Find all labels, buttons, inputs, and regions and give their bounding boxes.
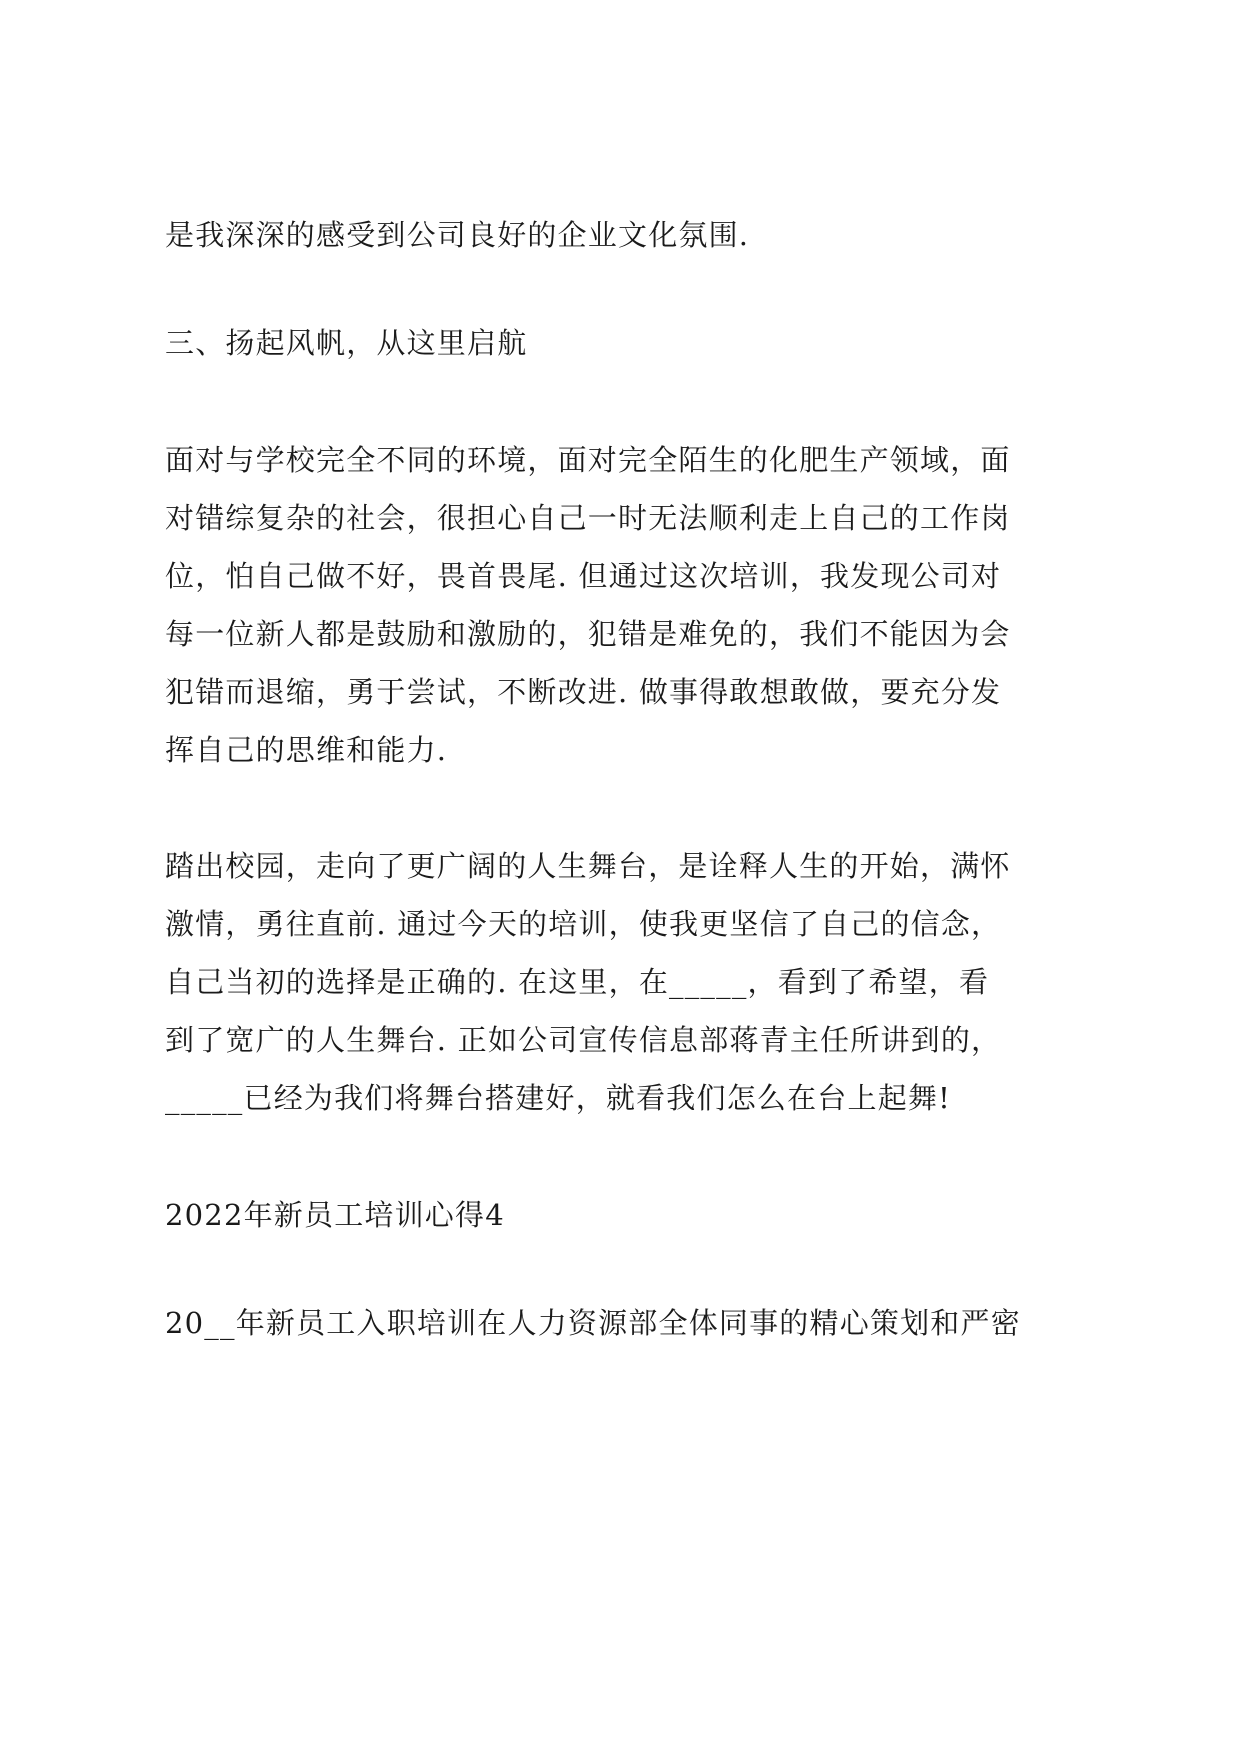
paragraph-line: 踏出校园，走向了更广阔的人生舞台，是诠释人生的开始，满怀 <box>165 849 1011 883</box>
paragraph-line: 对错综复杂的社会，很担心自己一时无法顺利走上自己的工作岗 <box>165 501 1011 535</box>
paragraph-line: 激情，勇往直前. 通过今天的培训，使我更坚信了自己的信念， <box>165 907 1002 941</box>
section-heading: 三、扬起风帆，从这里启航 <box>165 326 528 360</box>
section-heading: 2022年新员工培训心得4 <box>165 1198 505 1232</box>
paragraph-line: 面对与学校完全不同的环境，面对完全陌生的化肥生产领域，面 <box>165 443 1011 477</box>
paragraph-line: 每一位新人都是鼓励和激励的，犯错是难免的，我们不能因为会 <box>165 617 1011 651</box>
paragraph-line: 20__年新员工入职培训在人力资源部全体同事的精心策划和严密 <box>165 1306 1021 1340</box>
paragraph-line: 挥自己的思维和能力. <box>165 733 448 767</box>
paragraph-line: 是我深深的感受到公司良好的企业文化氛围. <box>165 218 750 252</box>
paragraph-line: 到了宽广的人生舞台. 正如公司宣传信息部蒋青主任所讲到的， <box>165 1023 1002 1057</box>
paragraph-line: 犯错而退缩，勇于尝试，不断改进. 做事得敢想敢做，要充分发 <box>165 675 1002 709</box>
paragraph-line: 位，怕自己做不好，畏首畏尾. 但通过这次培训，我发现公司对 <box>165 559 1002 593</box>
paragraph-line: 自己当初的选择是正确的. 在这里，在_____，看到了希望，看 <box>165 965 990 999</box>
paragraph-line: _____已经为我们将舞台搭建好，就看我们怎么在台上起舞! <box>165 1081 951 1115</box>
